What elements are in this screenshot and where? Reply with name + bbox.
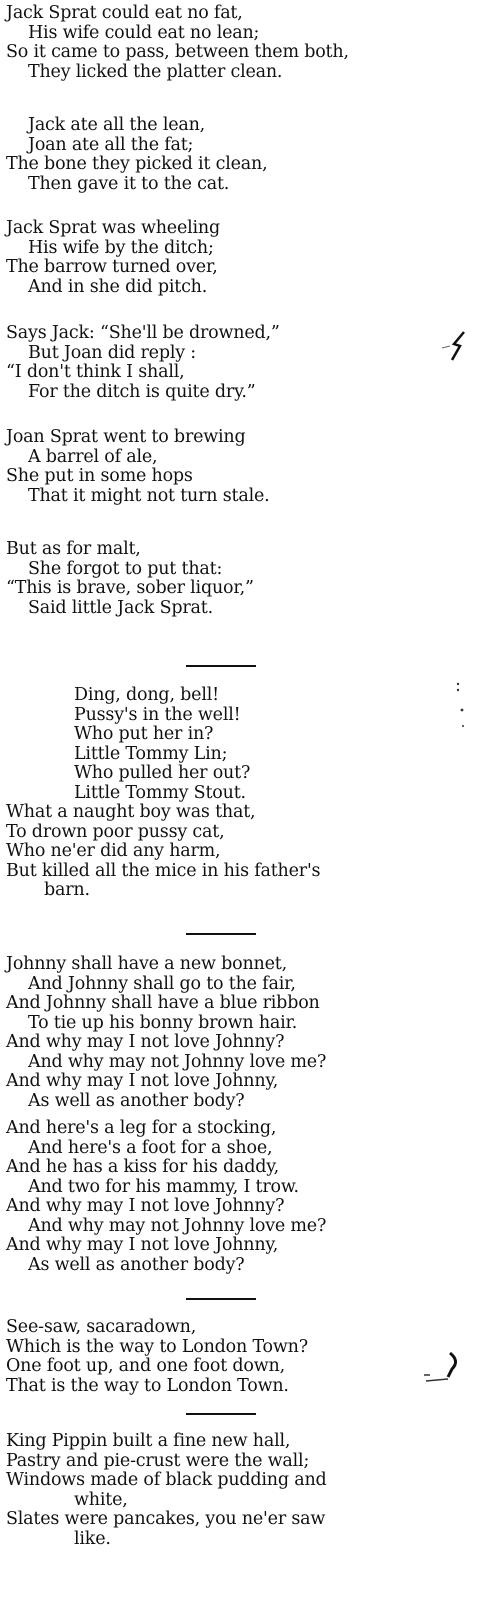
poem-line: Ding, dong, bell! (74, 685, 219, 705)
poem-line: Jack Sprat could eat no fat, (6, 3, 243, 23)
poem-line: And Johnny shall go to the fair, (28, 973, 296, 994)
jack-sprat-stanza-5 (6, 428, 476, 506)
poem-line: “This is brave, sober liquor,” (6, 578, 254, 598)
poem-line: Windows made of black pudding and (6, 1470, 327, 1490)
poem-line: Joan Sprat went to brewing (6, 427, 246, 447)
jack-sprat-stanza-3 (6, 219, 476, 297)
poem-line: Says Jack: “She'll be drowned,” (6, 323, 280, 343)
poem-line: As well as another body? (28, 1254, 245, 1275)
poem-line: But Joan did reply : (28, 342, 196, 363)
section-divider (186, 1413, 256, 1415)
poem-line: Slates were pancakes, you ne'er saw (6, 1509, 326, 1529)
poem-line: And why may not Johnny love me? (28, 1051, 327, 1072)
poem-line: So it came to pass, between them both, (6, 42, 349, 62)
poem-line: For the ditch is quite dry.” (28, 381, 256, 402)
poem-line: Johnny shall have a new bonnet, (6, 954, 287, 974)
poem-line: Who ne'er did any harm, (6, 841, 221, 861)
poem-line: To tie up his bonny brown hair. (28, 1012, 298, 1033)
poem-line: Pussy's in the well! (74, 704, 241, 725)
poem-line: That is the way to London Town. (6, 1375, 289, 1396)
poem-line: They licked the platter clean. (28, 61, 283, 82)
jack-sprat-stanza-1 (6, 4, 476, 82)
ding-dong-stanza-a (6, 686, 476, 803)
poem-line: And why may I not love Johnny? (6, 1032, 285, 1052)
poem-line: Jack ate all the lean, (28, 115, 206, 135)
jack-sprat-stanza-2 (6, 116, 476, 194)
poem-line: But as for malt, (6, 539, 141, 559)
section-divider (186, 933, 256, 935)
poem-line: And Johnny shall have a blue ribbon (6, 993, 320, 1013)
poem-line: The bone they picked it clean, (6, 154, 268, 174)
poem-line: But killed all the mice in his father's (6, 860, 321, 881)
poem-line: And why may I not love Johnny, (6, 1235, 279, 1255)
poem-line: The barrow turned over, (6, 257, 218, 277)
poem-line: And why may I not love Johnny? (6, 1196, 285, 1216)
poem-line: And in she did pitch. (28, 276, 208, 297)
poem-line: And why may I not love Johnny, (6, 1071, 279, 1091)
king-pippin-stanza (6, 1432, 476, 1549)
ding-dong-stanza-b (6, 803, 476, 901)
poem-line: Pastry and pie-crust were the wall; (6, 1450, 310, 1471)
poem-line: She forgot to put that: (28, 558, 223, 579)
johnny-stanza-1 (6, 955, 476, 1111)
poem-line: And why may not Johnny love me? (28, 1215, 327, 1236)
poem-line: Little Tommy Lin; (74, 743, 228, 764)
ink-speck-mark (440, 326, 470, 366)
poem-line: And two for his mammy, I trow. (28, 1176, 299, 1197)
poem-line: She put in some hops (6, 466, 193, 486)
ink-speck-mark (454, 680, 466, 760)
poem-line: That it might not turn stale. (28, 485, 270, 506)
poem-line: like. (74, 1528, 111, 1549)
poem-line: Little Tommy Stout. (74, 782, 246, 803)
poem-line: As well as another body? (28, 1090, 245, 1111)
poem-line: barn. (44, 880, 90, 900)
poem-line: Which is the way to London Town? (6, 1336, 308, 1357)
poem-line: Who pulled her out? (74, 763, 251, 783)
poem-line: King Pippin built a fine new hall, (6, 1431, 291, 1451)
poem-line: Said little Jack Sprat. (28, 597, 213, 618)
poem-line: Who put her in? (74, 724, 214, 744)
poem-line: A barrel of ale, (28, 446, 158, 467)
poem-line: What a naught boy was that, (6, 802, 256, 822)
section-divider (186, 665, 256, 667)
jack-sprat-stanza-4 (6, 324, 476, 402)
poem-line: “I don't think I shall, (6, 362, 185, 382)
poem-line: And here's a foot for a shoe, (28, 1137, 273, 1158)
see-saw-stanza (6, 1318, 476, 1396)
poem-line: His wife by the ditch; (28, 237, 214, 258)
poem-line: And here's a leg for a stocking, (6, 1118, 277, 1138)
poem-line: Joan ate all the fat; (28, 134, 194, 155)
jack-sprat-stanza-6 (6, 540, 476, 618)
poem-line: Then gave it to the cat. (28, 173, 230, 194)
poem-line: See-saw, sacaradown, (6, 1317, 197, 1337)
poem-line: And he has a kiss for his daddy, (6, 1157, 279, 1177)
poem-line: His wife could eat no lean; (28, 22, 260, 43)
poem-line: One foot up, and one foot down, (6, 1356, 285, 1376)
johnny-stanza-2 (6, 1119, 476, 1275)
poem-line: white, (74, 1489, 128, 1510)
poem-line: To drown poor pussy cat, (6, 821, 225, 842)
ink-speck-mark (420, 1347, 464, 1387)
poem-line: Jack Sprat was wheeling (6, 218, 220, 238)
section-divider (186, 1298, 256, 1300)
